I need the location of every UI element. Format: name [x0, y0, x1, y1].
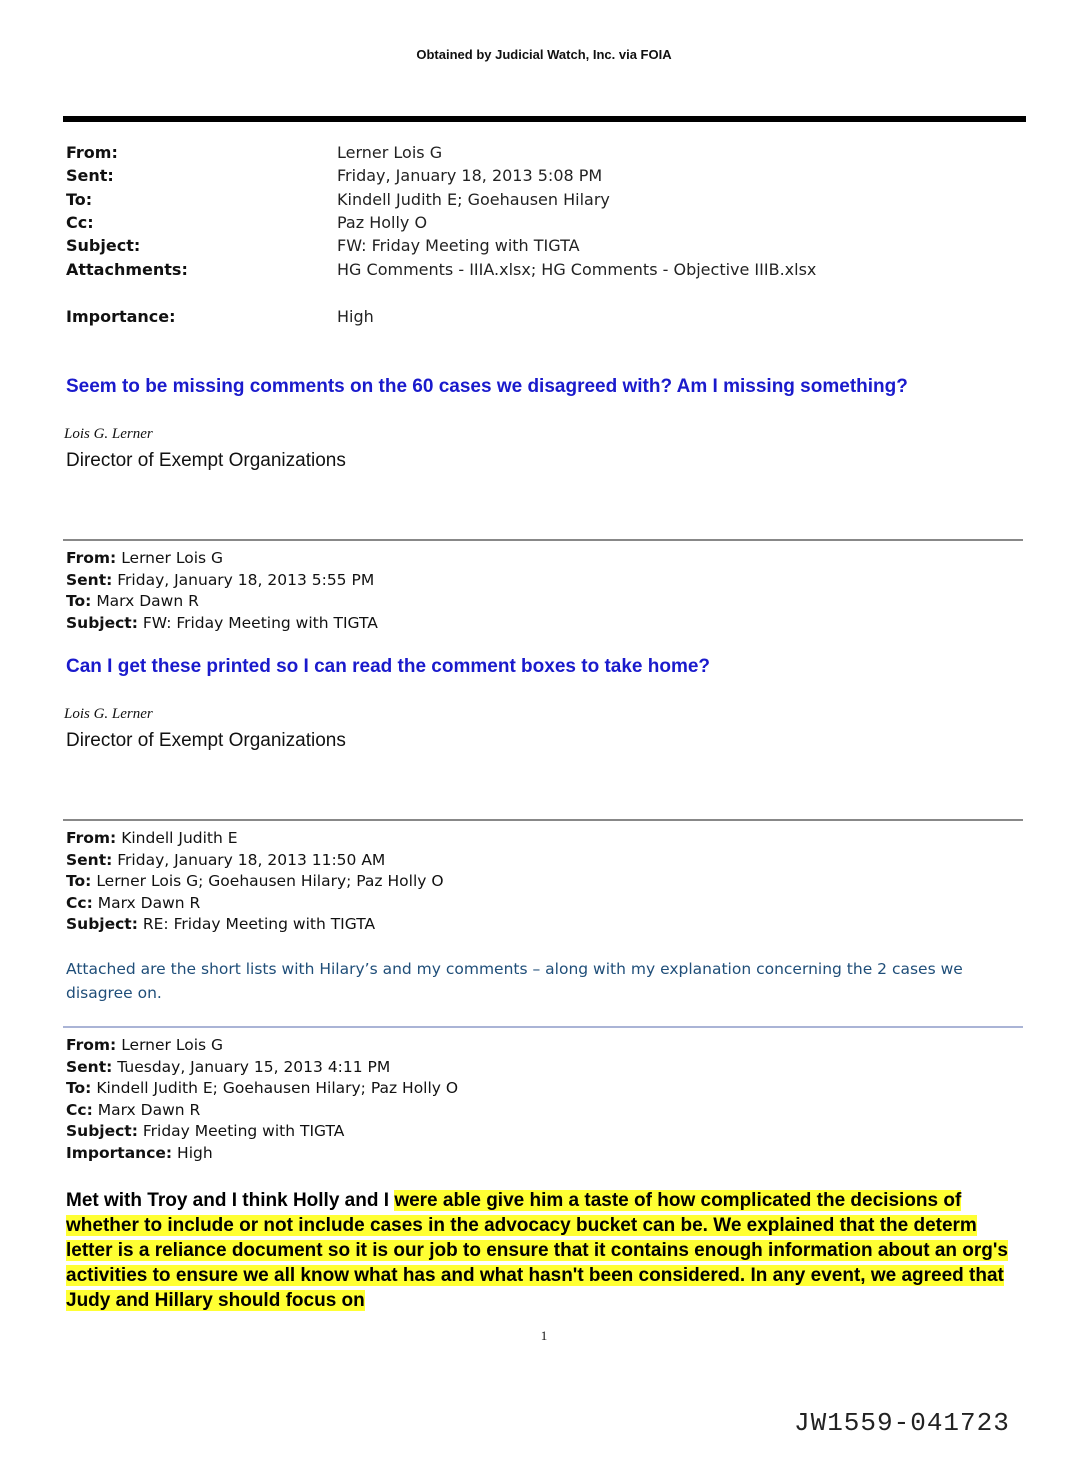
- header-label: Cc:: [66, 213, 94, 232]
- header-label: Sent:: [66, 166, 114, 185]
- header-value: Kindell Judith E; Goehausen Hilary; Paz Holly O: [96, 1079, 459, 1097]
- header-value: Friday, January 18, 2013 5:55 PM: [117, 570, 375, 589]
- signature: Lois G. Lerner: [64, 706, 153, 722]
- header-label: From:: [66, 143, 118, 162]
- header-label: Subject:: [66, 613, 138, 632]
- header-value: FW: Friday Meeting with TIGTA: [142, 613, 378, 632]
- header-value: Marx Dawn R: [97, 1100, 201, 1119]
- header-row-cc: [66, 213, 1026, 235]
- header-value: Lerner Lois G: [121, 549, 224, 567]
- signature-title: Director of Exempt Organizations: [66, 730, 346, 751]
- header-label: To:: [66, 592, 92, 610]
- header-value: FW: Friday Meeting with TIGTA: [337, 236, 580, 255]
- message-separator: [63, 1026, 1023, 1028]
- header-row-from: [66, 143, 1026, 165]
- header-row-subject: [66, 236, 1026, 258]
- header-rule: [63, 116, 1026, 122]
- header-label: To:: [66, 190, 93, 209]
- header-value: High: [177, 1143, 213, 1162]
- header-value: Lerner Lois G: [121, 1036, 224, 1054]
- message-body: [66, 1188, 1026, 1313]
- header-label: From:: [66, 829, 117, 847]
- header-label: Attachments:: [66, 260, 188, 279]
- header-label: Cc:: [66, 893, 93, 912]
- bates-number: JW1559-041723: [794, 1408, 1010, 1438]
- header-row-sent: [66, 166, 1026, 188]
- header-label: Importance:: [66, 307, 176, 326]
- message-body: Attached are the short lists with Hilary’s and my comments – along with my explanation concerning the 2 cases we disagree on.: [66, 960, 963, 1002]
- message-body: Seem to be missing comments on the 60 cases we disagreed with? Am I missing something?: [66, 376, 908, 397]
- header-value: Paz Holly O: [337, 213, 428, 232]
- header-label: Subject:: [66, 236, 141, 255]
- highlighted-text: were able give him a taste of how complicated the decisions of whether to include or not include cases in the advocacy bucket can be. We explained that the determ letter is a reliance document so it is our job to ensure that it contains enough information about an org's activities to ensure we all know what has and what hasn't been considered. In any event, we agreed that Judy and Hillary should focus on: [66, 1190, 1008, 1311]
- header-value: Friday, January 18, 2013 11:50 AM: [117, 850, 386, 869]
- header-label: Importance:: [66, 1143, 173, 1162]
- header-label: Sent:: [66, 570, 113, 589]
- header-label: From:: [66, 1036, 117, 1054]
- message-header: [66, 828, 444, 936]
- message-header: [66, 548, 378, 634]
- header-value: Marx Dawn R: [96, 592, 199, 610]
- header-value: High: [337, 307, 374, 326]
- header-value: Friday, January 18, 2013 5:08 PM: [337, 166, 603, 185]
- header-label: To:: [66, 872, 92, 890]
- header-row-to: [66, 190, 1026, 212]
- header-row-importance: [66, 307, 1026, 329]
- header-label: Sent:: [66, 1057, 113, 1076]
- header-value: RE: Friday Meeting with TIGTA: [142, 915, 376, 933]
- message-header: [66, 1035, 458, 1164]
- header-label: Subject:: [66, 915, 138, 933]
- header-label: Cc:: [66, 1100, 93, 1119]
- header-value: Tuesday, January 15, 2013 4:11 PM: [117, 1057, 391, 1076]
- header-label: Subject:: [66, 1122, 138, 1140]
- header-label: From:: [66, 549, 117, 567]
- header-value: Lerner Lois G; Goehausen Hilary; Paz Holly O: [96, 872, 444, 890]
- header-value: Lerner Lois G: [337, 143, 443, 162]
- header-value: Friday Meeting with TIGTA: [142, 1122, 345, 1140]
- header-value: Kindell Judith E; Goehausen Hilary: [337, 190, 610, 209]
- signature-title: Director of Exempt Organizations: [66, 450, 346, 471]
- header-label: Sent:: [66, 850, 113, 869]
- foia-banner: Obtained by Judicial Watch, Inc. via FOIA: [416, 47, 672, 62]
- page-number: 1: [540, 1328, 548, 1343]
- header-value: Kindell Judith E: [121, 829, 238, 847]
- body-text: Met with Troy and I think Holly and I: [66, 1190, 395, 1211]
- attachment-list[interactable]: HG Comments - IIIA.xlsx; HG Comments - Objective IIIB.xlsx: [337, 260, 817, 279]
- header-value: Marx Dawn R: [97, 893, 201, 912]
- header-label: To:: [66, 1079, 92, 1097]
- header-row-attachments: [66, 260, 1026, 282]
- message-separator: [63, 539, 1023, 541]
- signature: Lois G. Lerner: [64, 426, 153, 442]
- message-separator: [63, 819, 1023, 821]
- message-body: Can I get these printed so I can read the comment boxes to take home?: [66, 656, 711, 677]
